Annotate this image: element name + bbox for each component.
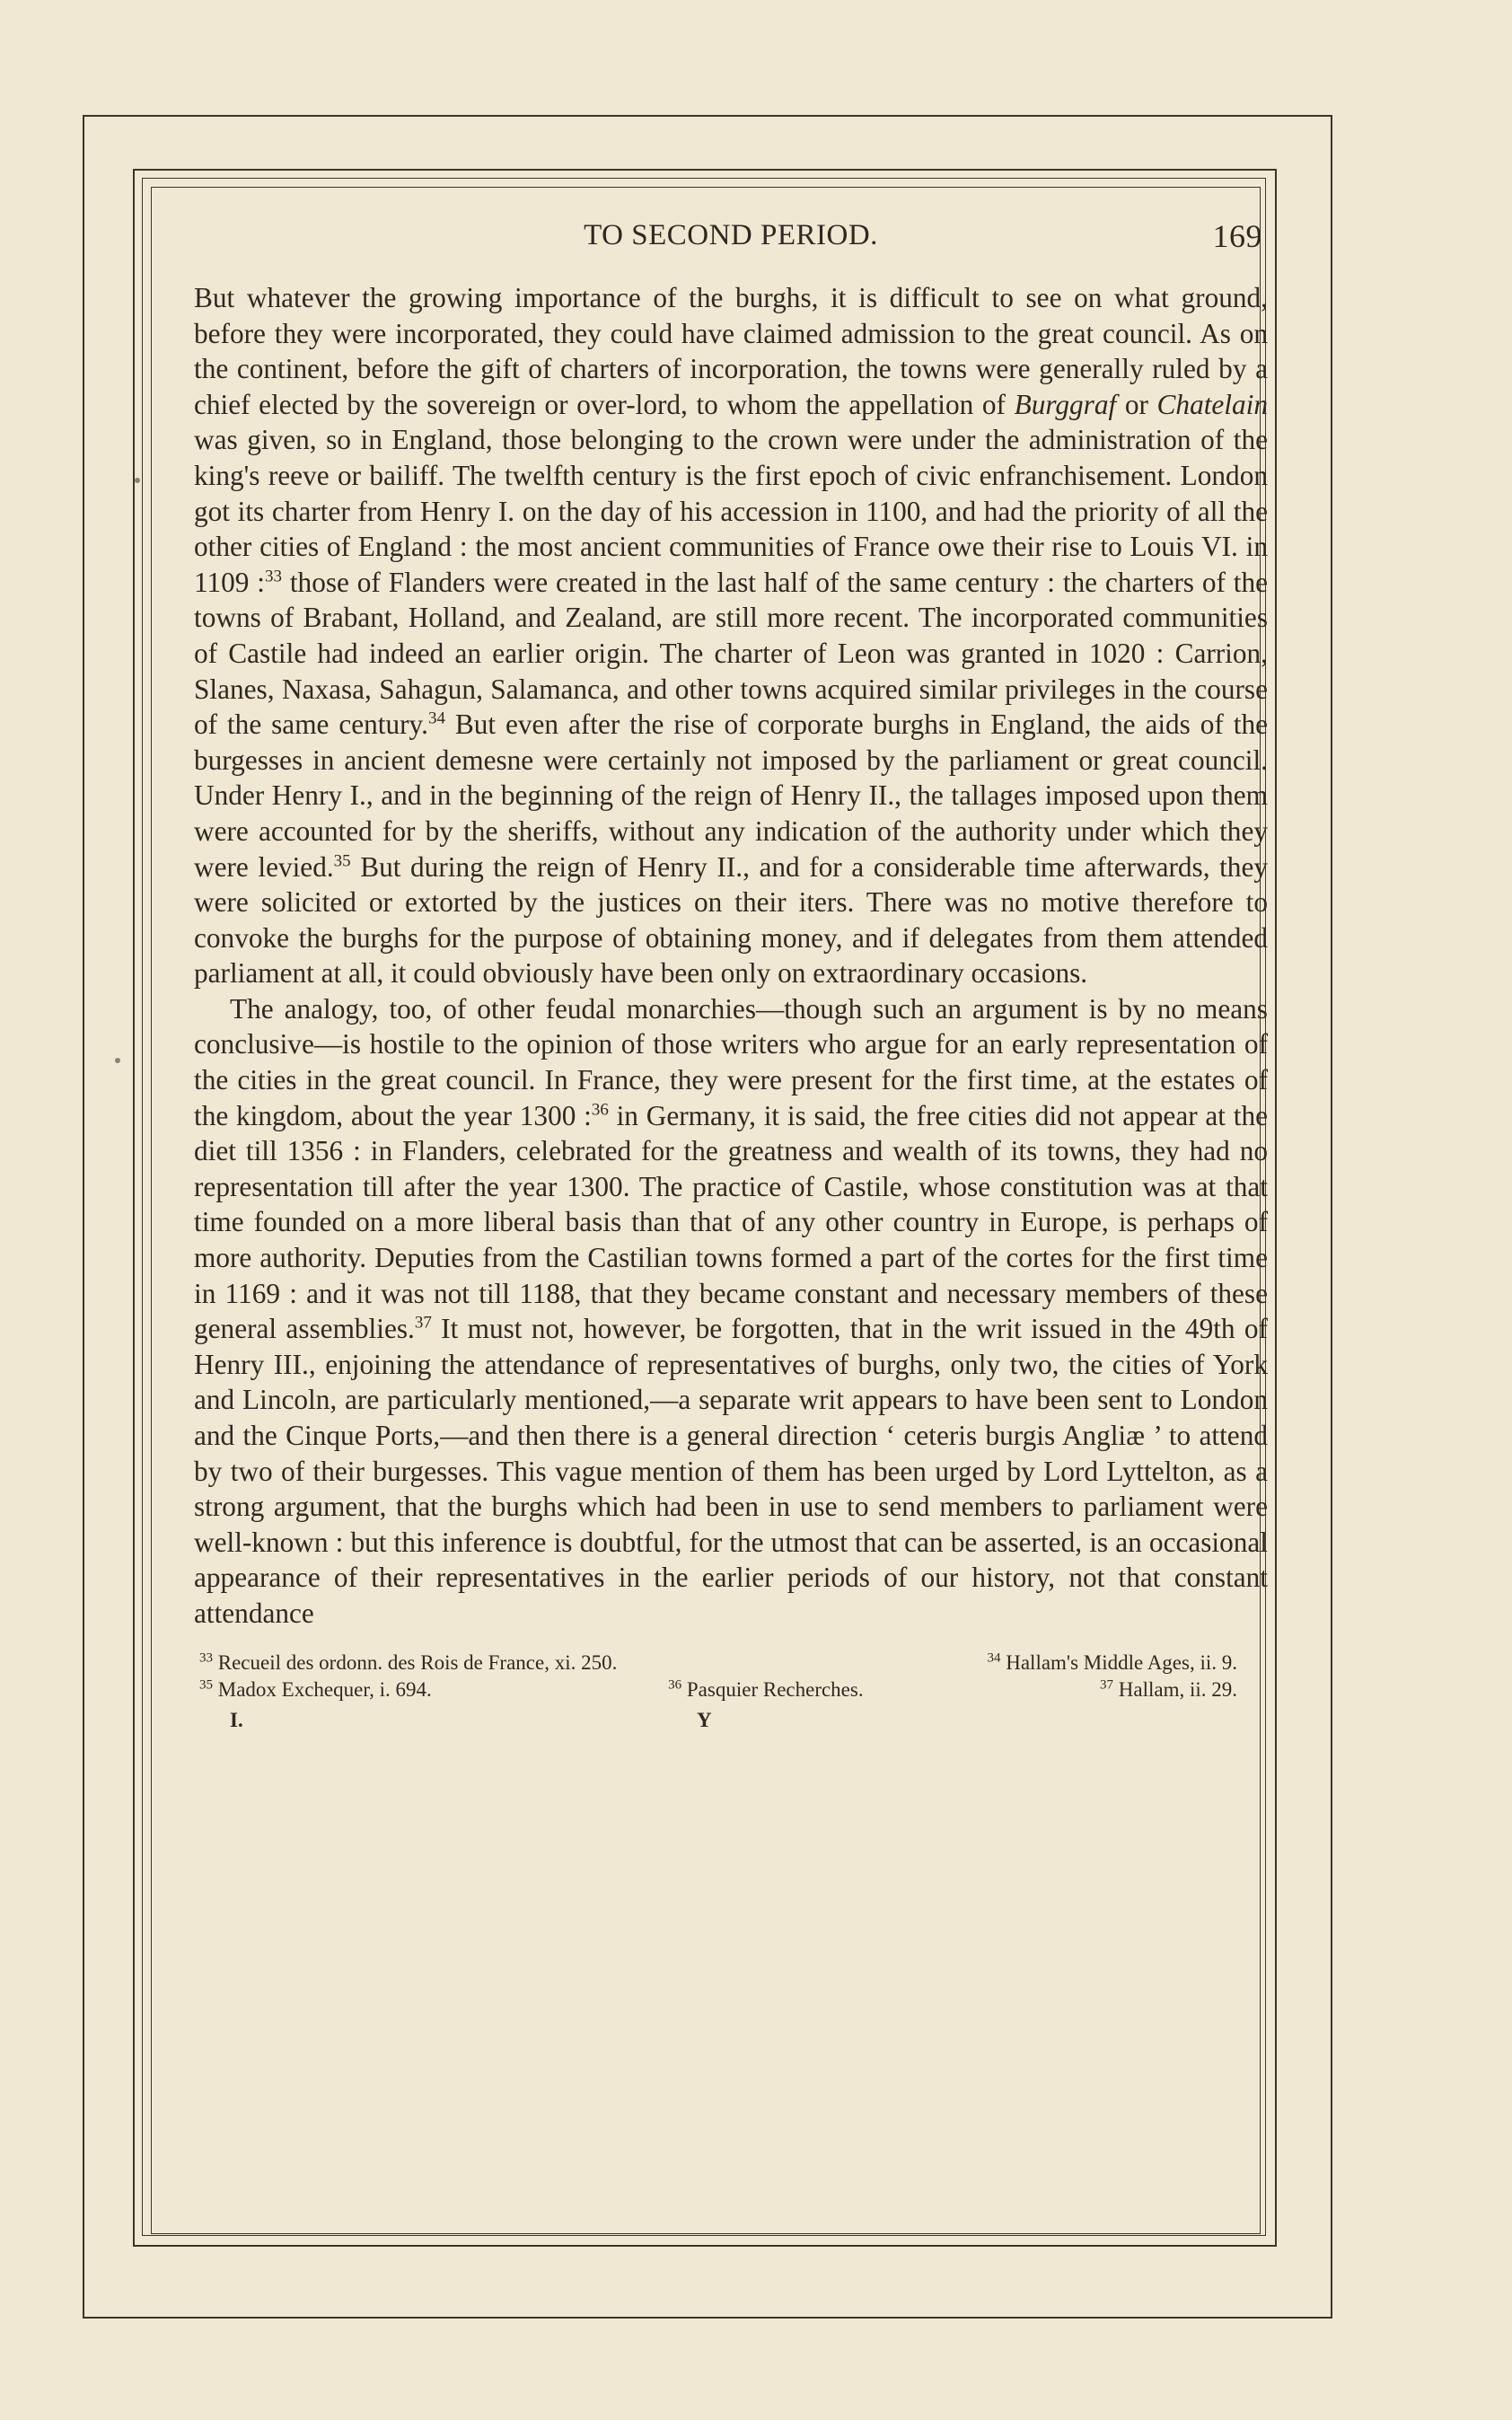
text-run: But during the reign of Henry II., and for a considerable time afterwards, they were solicited or extorted by the justices on their iters. There was no motive therefore to convoke the burghs for the purpose of obtaining money, and if delegates from them attended parliament at all, it could obviously have been only on extraordinary occasions. [194,850,1268,990]
footnote-ref: 37 [414,1313,432,1333]
text-run: in Germany, it is said, the free cities did not appear at the diet till 1356 : in Flanders, celebrated for the greatness and wealth of its towns, they had no representation till after the year 1300. The practice of Castile, whose constitution was at that time founded on a more liberal basis than that of any other country in Europe, is perhaps of more authority. Deputies from the Castilian towns formed a part of the cortes for the first time in 1169 : and it was not till 1188, that they became constant and necessary members of these general assemblies. [194,1099,1268,1345]
footnote [199,1650,617,1676]
footnote-text: Madox Exchequer, i. 694. [213,1677,432,1701]
footnote-text: Recueil des ordonn. des Rois de France, xi. 250. [213,1650,618,1674]
main-text [194,280,1268,1632]
footnote-mark: 35 [199,1676,213,1692]
text-run: was given, so in England, those belonging to the crown were under the administration of the king's reeve or bailiff. The twelfth century is the first epoch of civic enfranchisement. London got its charter from Henry I. on the day of his accession in 1100, and had the priority of all the other cities of England : the most ancient communities of France owe their rise to Louis VI. in 1109 : [194,424,1268,598]
paragraph [194,280,1268,991]
ink-speck [115,1058,120,1063]
running-header [194,214,1268,268]
italic-term: Chatelain [1156,388,1268,420]
footnote [987,1650,1237,1676]
running-title: TO SECOND PERIOD. [584,219,878,251]
text-run: But whatever the growing importance of the burghs, it is difficult to see on what ground, before they were incorporated, they could have claimed admission to the great council. As on the continent, before the gift of charters of incorporation, the towns were generally ruled by a chief elected by the sovereign or over-lord, to whom the appellation of [194,282,1268,420]
volume-mark: I. [230,1708,243,1731]
footnote-mark: 37 [1100,1676,1114,1692]
footnote-text: Hallam, ii. 29. [1113,1677,1237,1701]
footnotes [194,1650,1268,1734]
footnote-text: Pasquier Recherches. [681,1677,864,1701]
footnote [1100,1676,1237,1703]
footnote-ref: 35 [333,851,351,871]
text-run: But even after the rise of corporate burghs in England, the aids of the burgesses in ancient demesne were certainly not imposed by the parliament or great council. Under Henry I., and in the beginning of the reign of Henry II., the tallages imposed upon them were accounted for by the sheriffs, without any indication of the authority under which they were levied. [194,708,1268,883]
signature-line [194,1707,1268,1734]
footnote-ref: 36 [591,1100,609,1120]
footnote-ref: 34 [427,708,445,728]
book-page [194,214,1268,1734]
text-run: or [1116,388,1157,420]
footnote-mark: 34 [987,1650,1001,1665]
footnote-row [194,1676,1268,1703]
footnote [668,1676,863,1703]
ink-speck [135,478,140,483]
text-run: those of Flanders were created in the last half of the same century : the charters of the towns of Brabant, Holland, and Zealand, are still more recent. The incorporated communities of Castile had indeed an earlier origin. The charter of Leon was granted in 1020 : Carrion, Slanes, Naxasa, Sahagun, Salamanca, and other towns acquired similar privileges in the course of the same century. [194,566,1268,741]
paragraph [194,991,1268,1632]
footnote [199,1676,432,1703]
footnote-ref: 33 [265,567,282,586]
page-number: 169 [1212,218,1262,254]
footnote-row [194,1650,1268,1676]
italic-term: Burggraf [1014,388,1117,420]
footnote-mark: 36 [668,1676,682,1692]
text-run: It must not, however, be forgotten, that in the writ issued in the 49th of Henry III., enjoining the attendance of representatives of burghs, only two, the cities of York and Lincoln, are particularly mentioned,—a separate writ appears to have been sent to London and the Cinque Ports,—and then there is a general direction ‘ ceteris burgis Angliæ ’ to attend by two of their burgesses. This vague mention of them has been urged by Lord Lyttelton, as a strong argument, that the burghs which had been in use to send members to parliament were well-known : but this inference is doubtful, for the utmost that can be asserted, is an occasional appearance of their representatives in the earlier periods of our history, not that constant attendance [194,1313,1268,1629]
text-run: The analogy, too, of other feudal monarchies—though such an argument is by no means conclusive—is hostile to the opinion of those writers who argue for an early representation of the cities in the great council. In France, they were present for the first time, at the estates of the kingdom, about the year 1300 : [194,992,1268,1131]
footnote-text: Hallam's Middle Ages, ii. 9. [1000,1650,1237,1674]
signature-mark: Y [697,1708,712,1731]
footnote-mark: 33 [199,1650,213,1665]
